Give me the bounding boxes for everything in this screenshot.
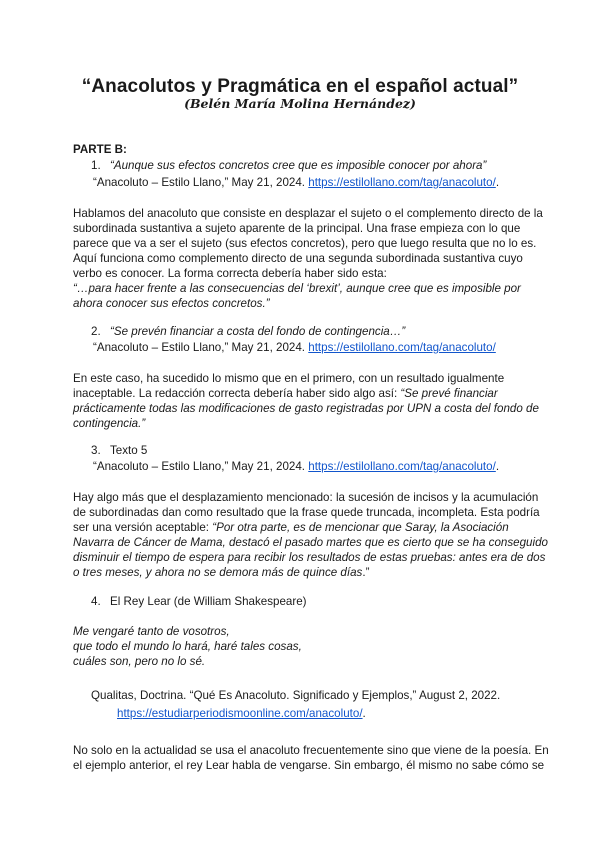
- poem-line: que todo el mundo lo hará, haré tales cosas,: [73, 640, 302, 653]
- citation-link[interactable]: https://estilollano.com/tag/anacoluto/: [308, 341, 496, 354]
- paragraph-text: ser una versión aceptable:: [73, 521, 213, 534]
- paragraph: [73, 371, 539, 431]
- citation: [117, 706, 366, 721]
- citation-link[interactable]: https://estilollano.com/tag/anacoluto/: [308, 460, 496, 473]
- paragraph-line: No solo en la actualidad se usa el anacoluto frecuentemente sino que viene de la poesía. En: [73, 744, 549, 757]
- quote-line: prácticamente todas las modificaciones de gasto registradas por UPN a costa del fondo de: [73, 402, 539, 415]
- poem-line: Me vengaré tanto de vosotros,: [73, 625, 230, 638]
- citation-period: .: [362, 707, 366, 720]
- paragraph: [73, 743, 549, 773]
- paragraph-line: [73, 386, 531, 401]
- quote-text: “Por otra parte, es de mencionar que Saray, la Asociación: [212, 521, 509, 534]
- list-item-quote: Texto 5: [110, 444, 148, 457]
- paragraph-line: Aquí funciona como complemento directo de una segunda subordinada sustantiva cuyo: [73, 252, 523, 265]
- citation-text: Qualitas, Doctrina. “Qué Es Anacoluto. Significado y Ejemplos,” August 2, 2022.: [91, 689, 501, 702]
- paragraph: [73, 490, 548, 580]
- citation-link[interactable]: https://estudiarperiodismoonline.com/anacoluto/: [117, 707, 363, 720]
- citation-text: “Anacoluto – Estilo Llano,” May 21, 2024.: [93, 176, 309, 189]
- paragraph-line: En este caso, ha sucedido lo mismo que en el primero, con un resultado igualmente: [73, 372, 505, 385]
- document-title: “Anacolutos y Pragmática en el español actual”: [81, 76, 519, 97]
- citation-link[interactable]: https://estilollano.com/tag/anacoluto/: [308, 176, 496, 189]
- citation: [93, 459, 499, 474]
- list-item-number: 4.: [91, 595, 101, 608]
- list-item-quote: “Se prevén financiar a costa del fondo de contingencia…”: [110, 325, 406, 338]
- paragraph-line: verbo es conocer. La forma correcta debería haber sido esta:: [73, 267, 387, 280]
- paragraph-line: parece que va a ser el sujeto (sus efectos concretos), pero que luego resulta que no lo es.: [73, 237, 537, 250]
- paragraph-line: Hay algo más que el desplazamiento mencionado: la sucesión de incisos y la acumulación: [73, 491, 539, 504]
- quote-line: contingencia.”: [73, 417, 146, 430]
- part-label: PARTE B:: [73, 143, 127, 156]
- document-author: (Belén María Molina Hernández): [184, 96, 416, 111]
- paragraph-text: inaceptable. La redacción correcta debería haber sido algo así:: [73, 387, 401, 400]
- quote-text: “Se prevé financiar: [400, 387, 498, 400]
- citation: [93, 340, 496, 355]
- paragraph-line: el ejemplo anterior, el rey Lear habla de vengarse. Sin embargo, él mismo no sabe cómo se: [73, 759, 545, 772]
- paragraph-line: [73, 520, 531, 535]
- poem-line: cuáles son, pero no lo sé.: [73, 655, 206, 668]
- quote-line: “…para hacer frente a las consecuencias del ‘brexit’, aunque cree que es imposible por: [73, 282, 521, 295]
- quote-line: [73, 565, 531, 580]
- paragraph-line: subordinada sustantiva a sujeto aparente de la principal. Una frase empieza con lo que: [73, 222, 521, 235]
- paragraph-line: Hablamos del anacoluto que consiste en desplazar el sujeto o el complemento directo de la: [73, 207, 543, 220]
- citation-text: “Anacoluto – Estilo Llano,” May 21, 2024.: [93, 341, 309, 354]
- quote-text: o tres meses, y ahora no se demora más de quince días: [73, 566, 363, 579]
- paragraph: [73, 206, 543, 311]
- poem: [73, 624, 531, 669]
- quote-line: Navarra de Cáncer de Mama, destacó el pasado martes que es cierto que se ha conseguido: [73, 536, 548, 549]
- quote-line: disminuir el tiempo de espera para recibir los resultados de estas pruebas: antes era de dos: [73, 551, 546, 564]
- list-item-number: 3.: [91, 444, 101, 457]
- list-item-number: 2.: [91, 325, 101, 338]
- quote-end: .”: [362, 566, 370, 579]
- list-item-quote: “Aunque sus efectos concretos cree que es imposible conocer por ahora”: [110, 159, 487, 172]
- list-item-quote: El Rey Lear (de William Shakespeare): [110, 595, 307, 608]
- citation: [93, 175, 499, 190]
- citation-period: .: [495, 176, 500, 189]
- citation-text: “Anacoluto – Estilo Llano,” May 21, 2024.: [93, 460, 309, 473]
- quote-line: ahora conocer sus efectos concretos.”: [73, 297, 270, 310]
- paragraph-line: de subordinadas dan como resultado que la frase quede truncada, incompleta. Esta podría: [73, 506, 540, 519]
- list-item-number: 1.: [91, 159, 101, 172]
- citation-period: .: [495, 460, 500, 473]
